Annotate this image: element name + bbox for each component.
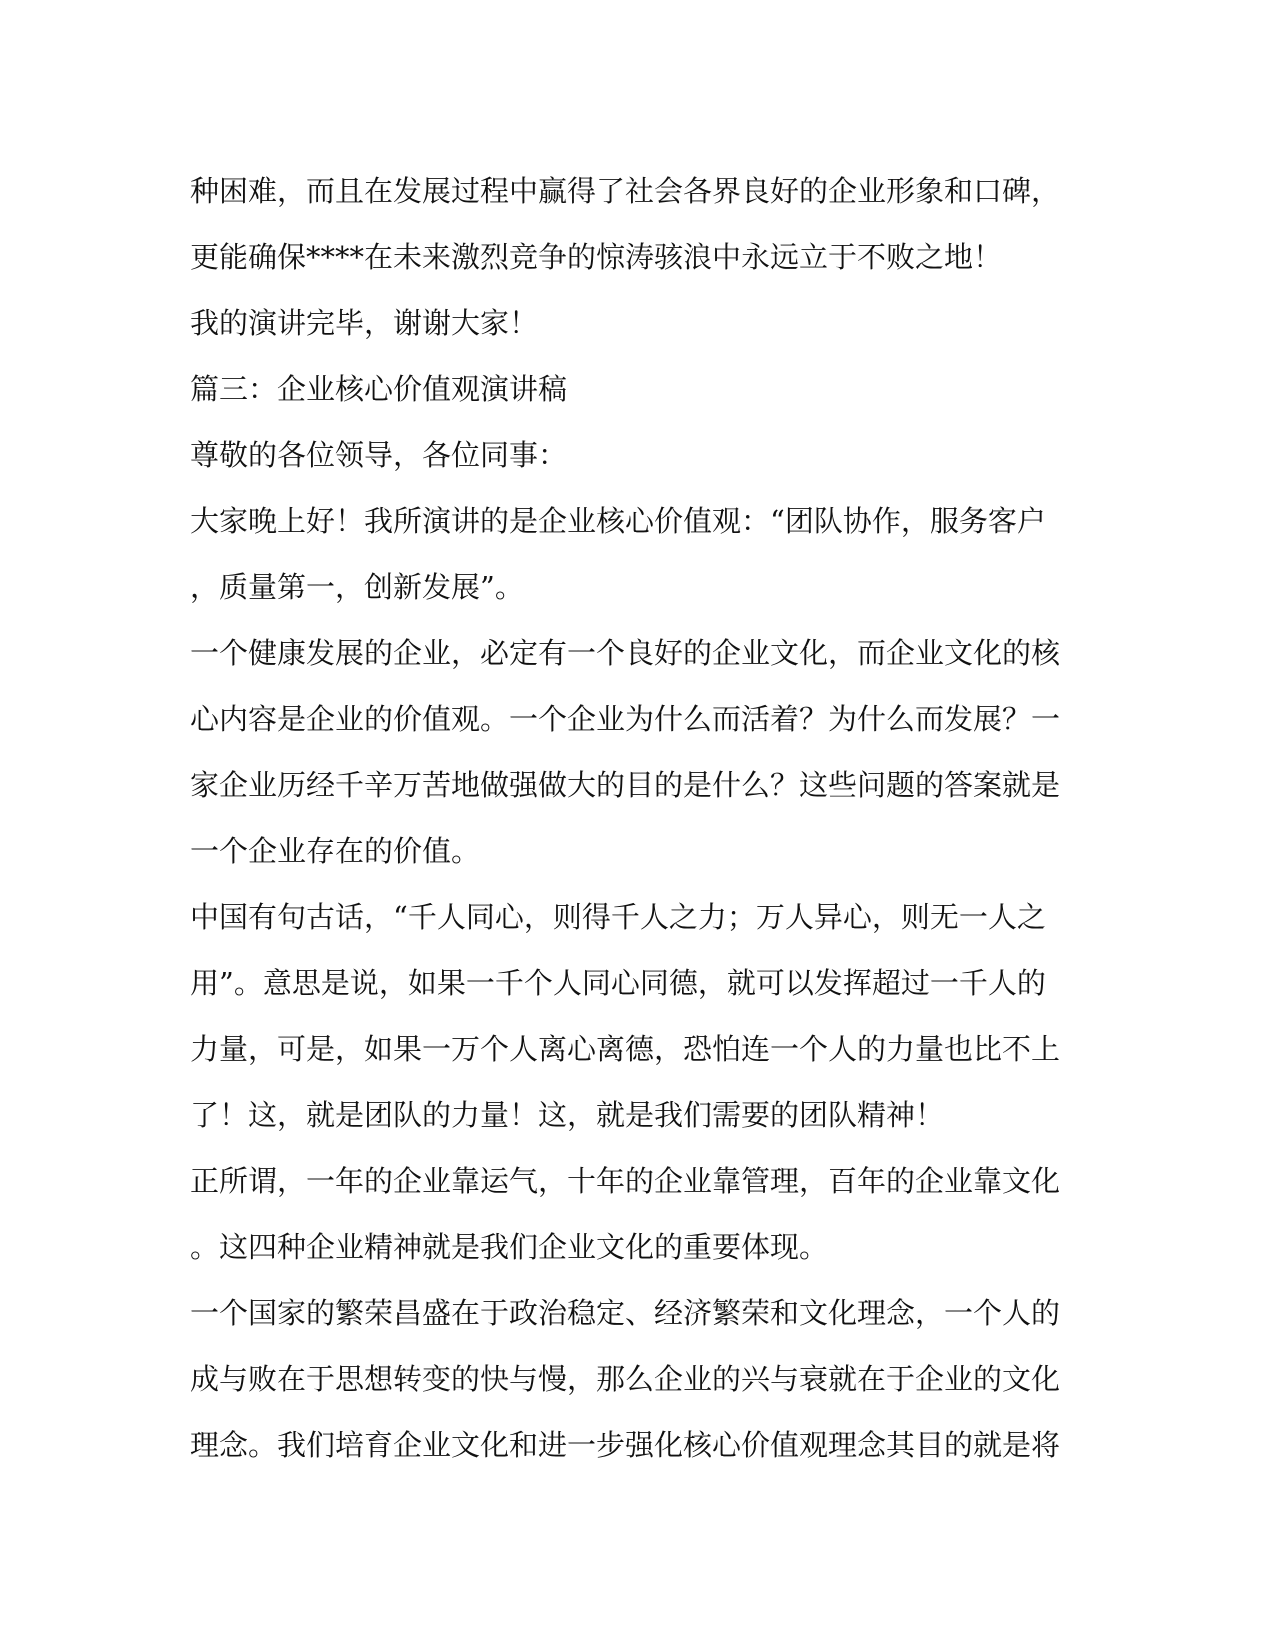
document-body	[190, 158, 1070, 1478]
text-line: 了！这，就是团队的力量！这，就是我们需要的团队精神！	[190, 1098, 945, 1132]
text-line: 。这四种企业精神就是我们企业文化的重要体现。	[190, 1230, 829, 1264]
text-line: 中国有句古话，“千人同心，则得千人之力；万人异心，则无一人之	[190, 900, 1046, 934]
text-line: 种困难，而且在发展过程中赢得了社会各界良好的企业形象和口碑，	[190, 174, 1061, 208]
text-line: 我的演讲完毕，谢谢大家！	[190, 306, 539, 340]
text-line: 一个健康发展的企业，必定有一个良好的企业文化，而企业文化的核	[190, 636, 1061, 670]
text-line: 一个国家的繁荣昌盛在于政治稳定、经济繁荣和文化理念，一个人的	[190, 1296, 1061, 1330]
salutation: 尊敬的各位领导，各位同事：	[190, 438, 568, 472]
text-line: 理念。我们培育企业文化和进一步强化核心价值观理念其目的就是将	[190, 1428, 1061, 1462]
text-line: 正所谓，一年的企业靠运气，十年的企业靠管理，百年的企业靠文化	[190, 1164, 1061, 1198]
text-line: 心内容是企业的价值观。一个企业为什么而活着？为什么而发展？一	[190, 702, 1061, 736]
text-line: 成与败在于思想转变的快与慢，那么企业的兴与衰就在于企业的文化	[190, 1362, 1061, 1396]
section-heading: 篇三：企业核心价值观演讲稿	[190, 372, 568, 406]
text-line: 力量，可是，如果一万个人离心离德，恐怕连一个人的力量也比不上	[190, 1032, 1061, 1066]
text-line: 更能确保****在未来激烈竞争的惊涛骇浪中永远立于不败之地！	[190, 240, 1003, 274]
text-line: 家企业历经千辛万苦地做强做大的目的是什么？这些问题的答案就是	[190, 768, 1061, 802]
text-line: 用”。意思是说，如果一千个人同心同德，就可以发挥超过一千人的	[190, 966, 1046, 1000]
text-line: 一个企业存在的价值。	[190, 834, 481, 868]
text-line: 大家晚上好！我所演讲的是企业核心价值观：“团队协作，服务客户	[190, 504, 1046, 538]
text-line: ，质量第一，创新发展”。	[190, 570, 524, 604]
